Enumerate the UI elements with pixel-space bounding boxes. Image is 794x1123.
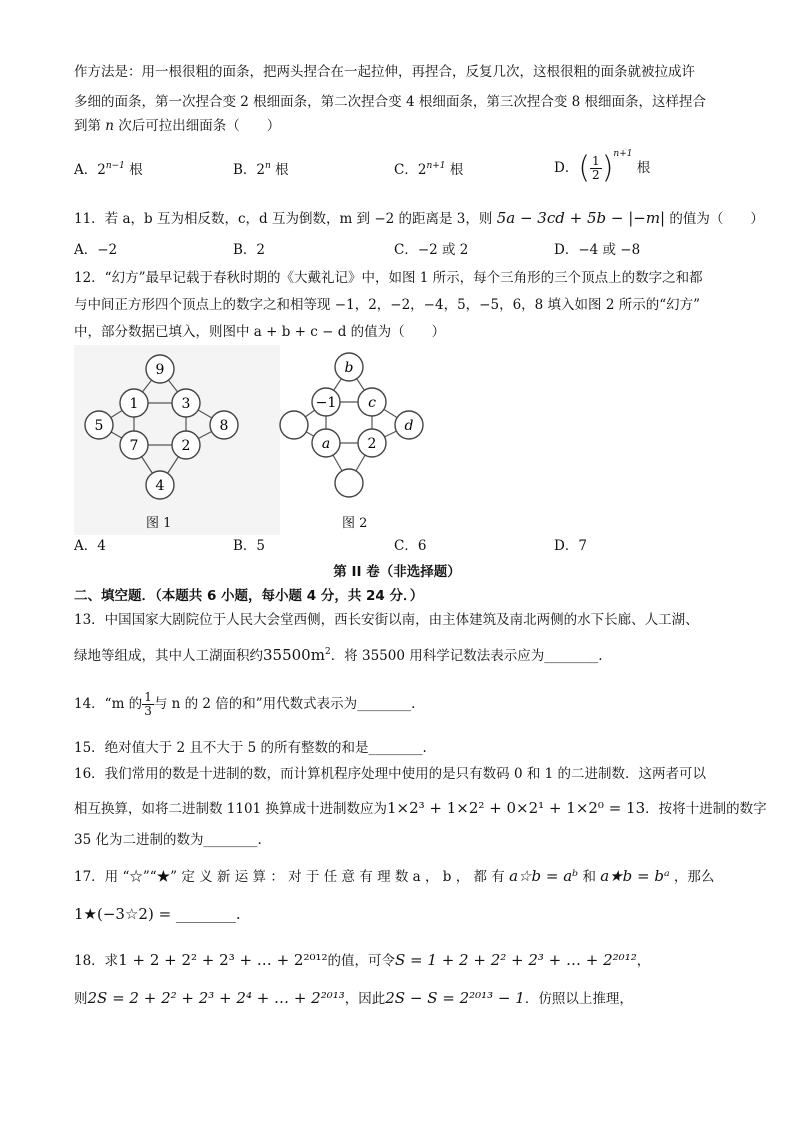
fig1-ll: 7 bbox=[129, 438, 139, 454]
q12-option-c[interactable]: C．6 bbox=[394, 538, 427, 554]
q11-option-a[interactable]: A．−2 bbox=[74, 242, 118, 258]
fig1-ur: 3 bbox=[181, 396, 191, 412]
fig1-left: 5 bbox=[94, 418, 104, 434]
part-2-title: 第 II 卷（非选择题） bbox=[333, 564, 461, 580]
q10-line2: 多细的面条，第一次捏合变 2 根细面条，第二次捏合变 4 根细面条，第三次捏合变 8 根细面条，这样捏合 bbox=[74, 94, 707, 110]
q13-line2: 绿地等组成，其中人工湖面积约$35500m^2$．将 35500 用科学记数法表示应为________. bbox=[74, 646, 603, 664]
fig1-bottom: 4 bbox=[155, 478, 165, 494]
fig2-top: b bbox=[344, 360, 354, 376]
q16-line2: 相互换算，如将二进制数 1101 换算成十进制数应为1×2³ + 1×2² + 0×2¹ + 1×2⁰ = 13．按将十进制的数字 bbox=[74, 799, 767, 817]
q13-line1: 13．中国国家大剧院位于人民大会堂西侧，西长安街以南，由主体建筑及南北两侧的水下长廊、人工湖、 bbox=[74, 612, 699, 628]
fig2-ll: a bbox=[321, 436, 331, 452]
fig2-ul: −1 bbox=[315, 395, 337, 411]
q11-option-c[interactable]: C．−2 或 2 bbox=[394, 242, 469, 258]
fig1-right: 8 bbox=[219, 418, 229, 434]
q17-line2: 1★(−3☆2) = ________. bbox=[74, 905, 241, 923]
q11-option-d[interactable]: D．−4 或 −8 bbox=[554, 242, 641, 258]
q10-option-d[interactable]: D．( $\frac{1}{2}$ )$^{n+1}$ 根 bbox=[554, 149, 651, 186]
q12-line2: 与中间正方形四个顶点上的数字之和相等现 −1，2，−2，−4，5，−5，6，8 填入如图 2 所示的“幻方” bbox=[74, 297, 701, 313]
fig1-ul: 1 bbox=[129, 396, 139, 412]
q12-option-b[interactable]: B．5 bbox=[233, 538, 266, 554]
q12-option-d[interactable]: D．7 bbox=[554, 538, 587, 554]
fig2-right: d bbox=[404, 418, 414, 434]
q12-option-a[interactable]: A．4 bbox=[74, 538, 106, 554]
q11-stem: 11．若 a，b 互为相反数，c，d 互为倒数，m 到 −2 的距离是 3，则 5a − 3cd + 5b − |−m| 的值为（ ） bbox=[74, 209, 764, 227]
q10-line3: 到第 n 次后可拉出细面条（ ） bbox=[74, 118, 281, 134]
q12-line1: 12．“幻方”最早记载于春秋时期的《大戴礼记》中，如图 1 所示，每个三角形的三个顶点上的数字之和都 bbox=[74, 270, 703, 286]
q11-option-b[interactable]: B．2 bbox=[233, 242, 266, 258]
fig1-top: 9 bbox=[155, 362, 165, 378]
fig2-lr: 2 bbox=[367, 436, 377, 452]
magic-square-figure-1 bbox=[74, 345, 280, 535]
q10-option-c[interactable]: C．$2^{n+1}$ 根 bbox=[394, 161, 464, 178]
magic-square-figure-2 bbox=[272, 345, 432, 505]
q12-line3: 中，部分数据已填入，则图中 a + b + c − d 的值为（ ） bbox=[74, 324, 446, 340]
q18-line2: 则2S = 2 + 2² + 2³ + 2⁴ + … + 2²⁰¹³，因此2S − S = 2²⁰¹³ − 1．仿照以上推理， bbox=[74, 989, 633, 1007]
q16-line1: 16．我们常用的数是十进制的数，而计算机程序处理中使用的是只有数码 0 和 1 的二进制数．这两者可以 bbox=[74, 766, 707, 782]
q17-line1: 17．用 “☆”“★” 定 义 新 运 算 ： 对 于 任 意 有 理 数 a ， b ， 都 有 a☆b = aᵇ 和 a★b = bᵃ ，那么 bbox=[74, 867, 715, 885]
q10-option-a[interactable]: A．$2^{n-1}$ 根 bbox=[74, 161, 143, 178]
fig2-ur: c bbox=[368, 395, 376, 411]
fig1-caption: 图 1 bbox=[146, 516, 172, 531]
fig2-caption: 图 2 bbox=[342, 516, 368, 531]
q10-option-b[interactable]: B．2$^n$ 根 bbox=[233, 161, 289, 178]
q18-line1: 18．求1 + 2 + 2² + 2³ + … + 2²⁰¹²的值，可令S = 1 + 2 + 2² + 2³ + … + 2²⁰¹²， bbox=[74, 951, 651, 969]
section-2-heading: 二、填空题．（本题共 6 小题，每小题 4 分，共 24 分．） bbox=[74, 588, 424, 604]
fig1-lr: 2 bbox=[181, 438, 191, 454]
q10-line1: 作方法是：用一根很粗的面条，把两头捏合在一起拉伸，再捏合，反复几次，这根很粗的面条就被拉成许 bbox=[74, 64, 695, 80]
q15: 15．绝对值大于 2 且不大于 5 的所有整数的和是________. bbox=[74, 740, 427, 756]
q14: 14．“m 的 $\frac{1}{3}$ 与 n 的 2 倍的和”用代数式表示为________. bbox=[74, 690, 416, 718]
q16-line3: 35 化为二进制的数为________. bbox=[74, 832, 262, 848]
